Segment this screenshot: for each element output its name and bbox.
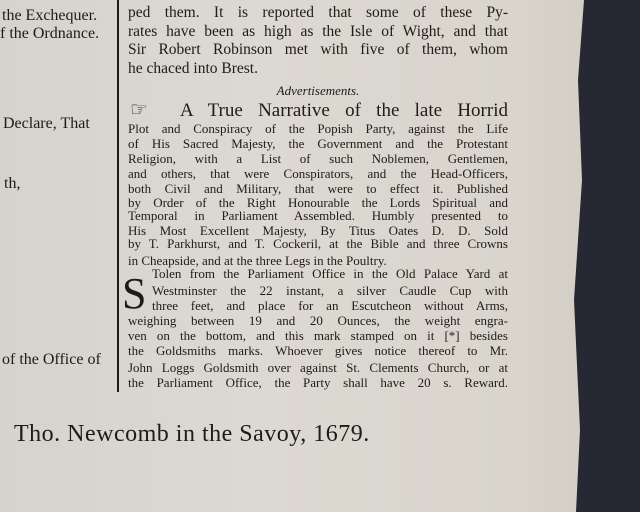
news-line: rates have been as high as the Isle of Wight, and that [128, 23, 508, 40]
ad-line: the Parliament Office, the Party shall have 20 s. Reward. [128, 375, 508, 390]
ad-line: in Cheapside, and at the three Legs in the Poultry. [128, 253, 387, 268]
ad-line: the Goldsmiths marks. Whoever gives notice thereof to Mr. [128, 343, 508, 358]
ad-line: by Order of the Right Honourable the Lords Spiritual and [128, 195, 508, 210]
advertisements-heading: Advertisements. [276, 83, 360, 98]
left-text-line: the Exchequer. [2, 7, 98, 24]
news-line: ped them. It is reported that some of these Py- [128, 4, 508, 21]
drop-cap: S [122, 269, 147, 318]
ad-line: Tolen from the Parliament Office in the Old Palace Yard at [152, 266, 508, 281]
column-rule [117, 0, 119, 392]
ad-line: weighing between 19 and 20 Ounces, the weight engra- [128, 313, 508, 328]
ad-line: and others, that were Conspirators, and the Head-Officers, [128, 166, 508, 181]
ad-line: Religion, with a List of such Noblemen, Gentlemen, [128, 151, 508, 166]
ad-line: His Most Excellent Majesty, By Titus Oates D. D. Sold [128, 223, 508, 238]
ad-line: three feet, and place for an Escutcheon without Arms, [152, 298, 508, 313]
ad-headline: A True Narrative of the late Horrid [180, 100, 508, 121]
news-line: he chaced into Brest. [128, 60, 258, 77]
news-line: Sir Robert Robinson met with five of them, whom [128, 41, 508, 58]
printer-imprint: Tho. Newcomb in the Savoy, 1679. [14, 421, 370, 447]
left-text-line: th, [4, 175, 21, 192]
ad-line: Plot and Conspiracy of the Popish Party, against the Life [128, 121, 508, 136]
ad-line: ven on the bottom, and this mark stamped on it [*] besides [128, 328, 508, 343]
ad-line: John Loggs Goldsmith over against St. Clements Church, or at [128, 360, 508, 375]
left-text-line: Declare, That [3, 115, 90, 132]
left-text-line: of the Office of [2, 351, 101, 368]
pointing-hand-icon: ☞ [130, 99, 148, 121]
left-text-line: f the Ordnance. [0, 25, 100, 42]
ad-line: both Civil and Military, that were to effect it. Published [128, 181, 508, 196]
ad-line: of His Sacred Majesty, the Government and the Protestant [128, 136, 508, 151]
ad-line: Westminster the 22 instant, a silver Caudle Cup with [152, 283, 508, 298]
ad-line: Temporal in Parliament Assembled. Humbly presented to [128, 208, 508, 223]
dark-background-edge [570, 0, 640, 512]
ad-line: by T. Parkhurst, and T. Cockeril, at the Bible and three Crowns [128, 236, 508, 251]
